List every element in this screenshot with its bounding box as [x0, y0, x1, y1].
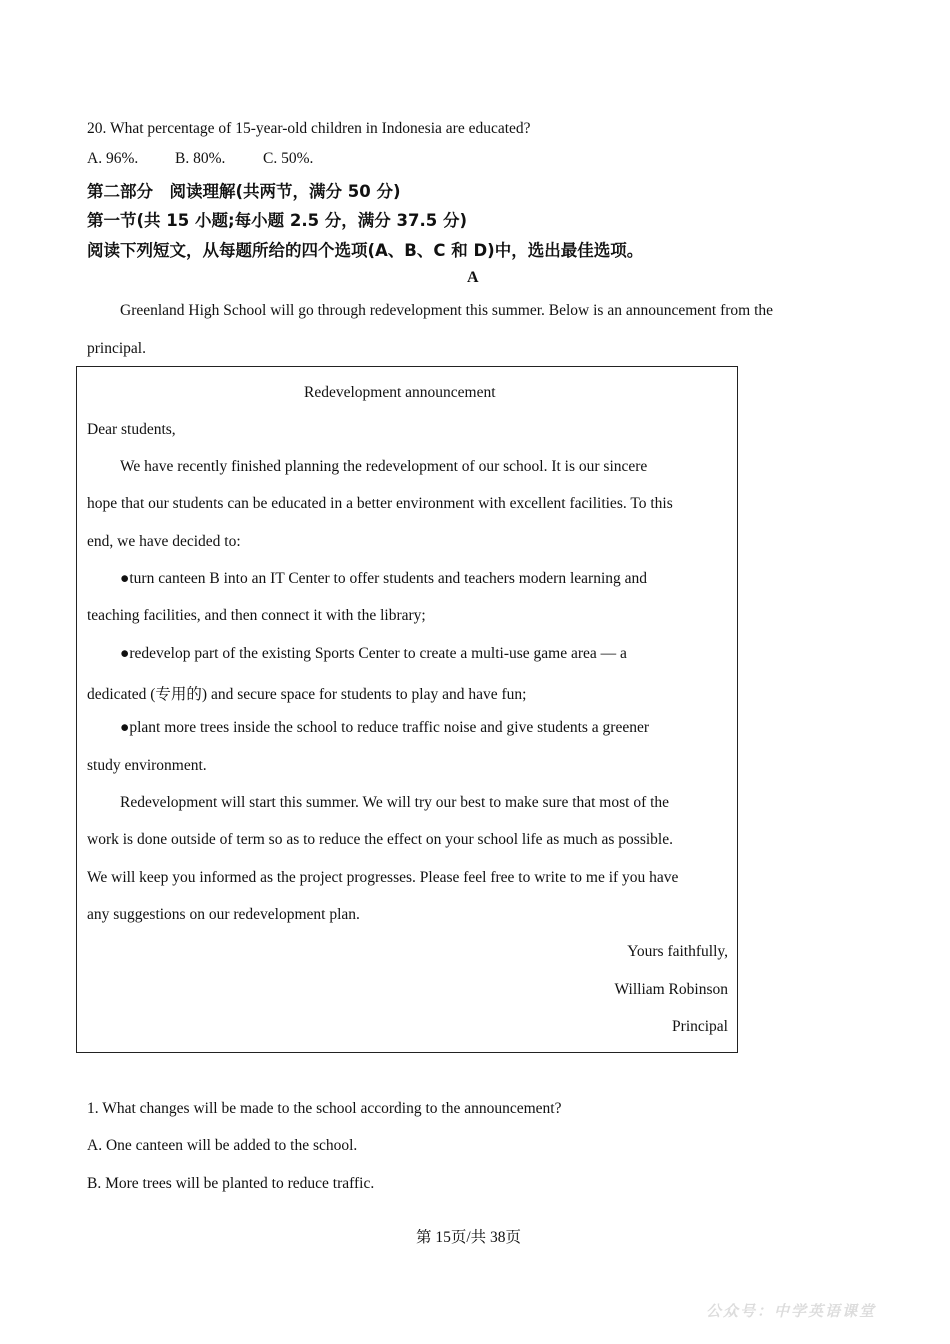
subsection-heading: 第一节(共 15 小题;每小题 2.5 分，满分 37.5 分): [87, 211, 468, 230]
passage-label: A: [467, 269, 479, 286]
body-line: Redevelopment will start this summer. We will try our best to make sure that most of the: [120, 794, 670, 811]
option-a: A. 96%.: [87, 150, 139, 167]
body-line: work is done outside of term so as to reduce the effect on your school life as much as possible.: [87, 831, 673, 848]
body-line: any suggestions on our redevelopment plan.: [87, 906, 360, 923]
bullet-item: ●turn canteen B into an IT Center to offer students and teachers modern learning and: [120, 570, 648, 587]
option-c: C. 50%.: [263, 150, 314, 167]
body-line: end, we have decided to:: [87, 533, 241, 550]
watermark: 公众号：中学英语课堂: [706, 1302, 877, 1320]
body-line: teaching facilities, and then connect it with the library;: [87, 607, 426, 624]
bullet-item: ●plant more trees inside the school to reduce traffic noise and give students a greener: [120, 719, 650, 736]
instruction-text: 阅读下列短文，从每题所给的四个选项(A、B、C 和 D)中，选出最佳选项。: [87, 241, 644, 260]
bullet-item: ●redevelop part of the existing Sports Center to create a multi-use game area — a: [120, 645, 627, 662]
option-b: B. 80%.: [175, 150, 226, 167]
signature: William Robinson: [614, 981, 728, 998]
greeting: Dear students,: [87, 421, 176, 438]
section-heading: 第二部分 阅读理解(共两节，满分 50 分): [87, 182, 401, 201]
page-number: 第 15页/共 38页: [416, 1229, 522, 1246]
answer-options: [87, 150, 313, 168]
announcement-title: Redevelopment announcement: [304, 384, 496, 401]
question-text: 20. What percentage of 15-year-old children in Indonesia are educated?: [87, 120, 531, 137]
body-line: dedicated (专用的) and secure space for students to play and have fun;: [87, 686, 527, 703]
intro-line-2: principal.: [87, 340, 146, 357]
body-line: hope that our students can be educated in a better environment with excellent facilities. To this: [87, 495, 673, 512]
intro-line-1: Greenland High School will go through redevelopment this summer. Below is an announcement from the: [120, 302, 774, 319]
question-text: 1. What changes will be made to the school according to the announcement?: [87, 1100, 562, 1117]
body-line: We will keep you informed as the project progresses. Please feel free to write to me if you have: [87, 869, 679, 886]
signer-role: Principal: [672, 1018, 728, 1035]
body-line: We have recently finished planning the redevelopment of our school. It is our sincere: [120, 458, 648, 475]
option-b: B. More trees will be planted to reduce traffic.: [87, 1175, 375, 1192]
closing: Yours faithfully,: [627, 943, 728, 960]
body-line: study environment.: [87, 757, 207, 774]
option-a: A. One canteen will be added to the school.: [87, 1137, 358, 1154]
